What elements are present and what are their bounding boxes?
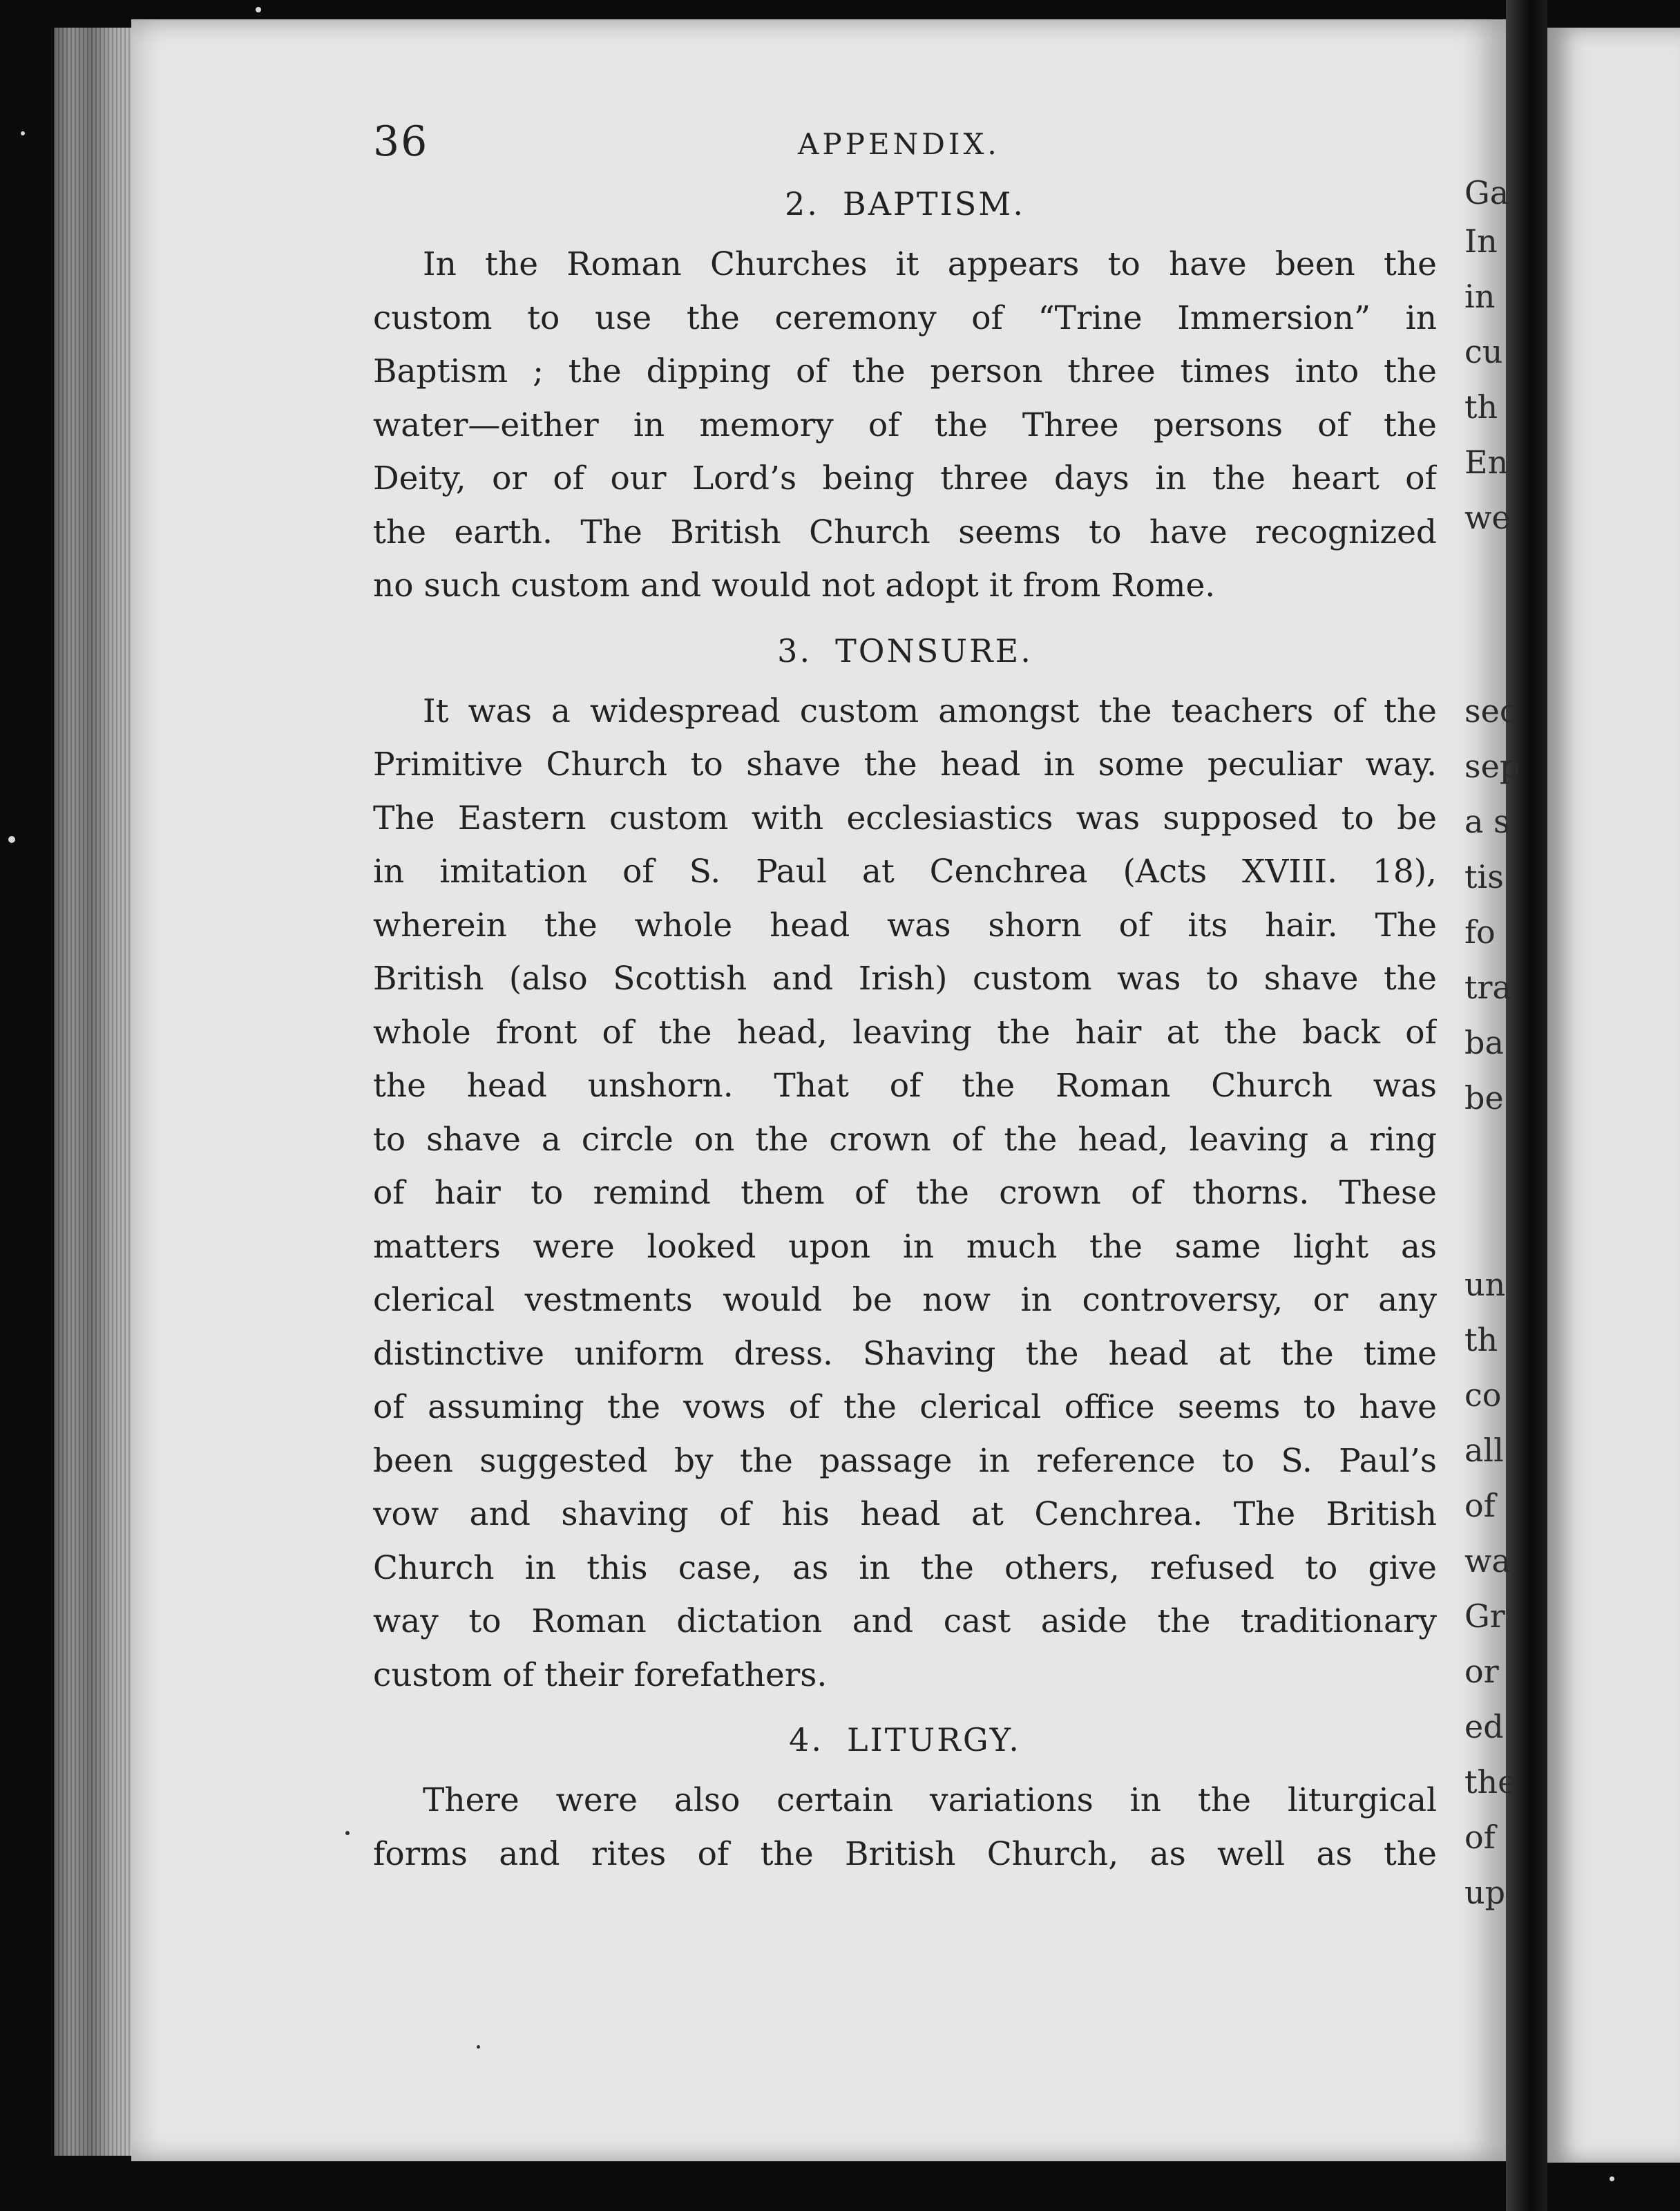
text-line: clerical vestments would be now in controversy, or any bbox=[373, 1281, 1437, 1319]
film-speck bbox=[345, 1831, 350, 1835]
section-heading bbox=[373, 1716, 1437, 1764]
paragraph bbox=[373, 238, 1437, 613]
film-speck bbox=[1610, 2176, 1614, 2181]
text-line: water—either in memory of the Three persons of the bbox=[373, 406, 1437, 444]
text-line: British (also Scottish and Irish) custom was to shave the bbox=[373, 960, 1437, 998]
facing-page-fragment: sep bbox=[1464, 748, 1520, 785]
facing-page-fragment: the bbox=[1464, 1763, 1517, 1801]
section-tonsure bbox=[373, 627, 1437, 1702]
section-baptism bbox=[373, 180, 1437, 613]
facing-page-fragment: be bbox=[1464, 1079, 1504, 1117]
text-line: The Eastern custom with ecclesiastics was supposed to be bbox=[373, 799, 1437, 837]
facing-page-fragment: fo bbox=[1464, 913, 1496, 951]
facing-page-fragment: tis bbox=[1464, 858, 1504, 895]
section-title: TONSURE. bbox=[835, 632, 1033, 670]
facing-page-fragment: all bbox=[1464, 1432, 1504, 1469]
book-page-edge bbox=[54, 28, 137, 2156]
paragraph bbox=[373, 1774, 1437, 1881]
facing-page-fragment: tra bbox=[1464, 969, 1511, 1006]
section-heading bbox=[373, 627, 1437, 675]
text-line: to shave a circle on the crown of the head, leaving a ring bbox=[373, 1120, 1437, 1159]
text-line: way to Roman dictation and cast aside the traditionary bbox=[373, 1602, 1437, 1640]
text-line: whole front of the head, leaving the hair at the back of bbox=[373, 1013, 1437, 1052]
book-gutter bbox=[1506, 0, 1547, 2211]
facing-page-fragment: in bbox=[1464, 278, 1496, 315]
facing-page-fragment: or bbox=[1464, 1653, 1499, 1690]
film-speck bbox=[8, 836, 15, 843]
facing-page-fragment: un bbox=[1464, 1266, 1506, 1303]
text-line: the head unshorn. That of the Roman Church was bbox=[373, 1067, 1437, 1105]
section-liturgy bbox=[373, 1716, 1437, 1881]
text-line: of hair to remind them of the crown of thorns. These bbox=[373, 1174, 1437, 1212]
section-title: LITURGY. bbox=[847, 1721, 1021, 1758]
text-line: in imitation of S. Paul at Cenchrea (Acts XVIII. 18), bbox=[373, 853, 1437, 891]
section-number: 3. bbox=[777, 632, 812, 670]
facing-page-fragment: cu bbox=[1464, 333, 1503, 370]
text-line: There were also certain variations in the liturgical bbox=[423, 1781, 1437, 1819]
facing-page-fragment: up bbox=[1464, 1874, 1506, 1911]
facing-page-fragment: th bbox=[1464, 1321, 1498, 1358]
facing-page-fragment: ba bbox=[1464, 1024, 1504, 1061]
facing-page-fragment: sec bbox=[1464, 692, 1518, 730]
text-line: It was a widespread custom amongst the teachers of the bbox=[423, 692, 1437, 730]
text-line: Deity, or of our Lord’s being three days in the heart of bbox=[373, 459, 1437, 497]
section-number: 2. bbox=[785, 185, 819, 222]
text-line: of assuming the vows of the clerical office seems to have bbox=[373, 1388, 1437, 1426]
facing-page-fragment: Ga bbox=[1464, 174, 1509, 211]
text-line: no such custom and would not adopt it from Rome. bbox=[373, 567, 1216, 605]
text-line: the earth. The British Church seems to have recognized bbox=[373, 513, 1437, 551]
facing-page-fragment: of bbox=[1464, 1819, 1496, 1856]
paragraph bbox=[373, 685, 1437, 1702]
text-line: custom of their forefathers. bbox=[373, 1655, 828, 1694]
text-line: Baptism ; the dipping of the person three times into the bbox=[373, 352, 1437, 390]
section-title: BAPTISM. bbox=[842, 185, 1025, 222]
text-line: vow and shaving of his head at Cenchrea. The British bbox=[373, 1495, 1437, 1533]
running-head: APPENDIX. bbox=[798, 127, 1000, 161]
facing-page-fragment: wa bbox=[1464, 1542, 1511, 1579]
facing-page-fragment: we bbox=[1464, 499, 1511, 536]
film-speck bbox=[256, 7, 261, 12]
facing-page-fragment: Gr bbox=[1464, 1597, 1505, 1635]
facing-page-fragment: a s bbox=[1464, 803, 1510, 840]
film-speck bbox=[477, 2045, 480, 2049]
page-header bbox=[373, 104, 1437, 166]
text-line: wherein the whole head was shorn of its hair. The bbox=[373, 906, 1437, 945]
text-line: been suggested by the passage in reference to S. Paul’s bbox=[373, 1441, 1437, 1480]
text-line: custom to use the ceremony of “Trine Immersion” in bbox=[373, 298, 1437, 337]
text-line: matters were looked upon in much the same light as bbox=[373, 1227, 1437, 1266]
text-line: forms and rites of the British Church, as well as the bbox=[373, 1834, 1437, 1873]
page-number: 36 bbox=[373, 117, 429, 166]
film-speck bbox=[21, 131, 25, 135]
facing-page-fragment: In bbox=[1464, 222, 1498, 260]
section-number: 4. bbox=[789, 1721, 824, 1758]
facing-page bbox=[1464, 28, 1680, 2163]
facing-page-fragment: En bbox=[1464, 444, 1509, 481]
page-text bbox=[373, 104, 1437, 1881]
text-line: Primitive Church to shave the head in some peculiar way. bbox=[373, 746, 1437, 784]
text-line: Church in this case, as in the others, refused to give bbox=[373, 1548, 1437, 1587]
facing-page-fragment: th bbox=[1464, 388, 1498, 426]
text-line: In the Roman Churches it appears to have been the bbox=[423, 245, 1437, 283]
facing-page-fragment: co bbox=[1464, 1376, 1502, 1414]
text-line: distinctive uniform dress. Shaving the head at the time bbox=[373, 1334, 1437, 1373]
facing-page-fragment: ed bbox=[1464, 1708, 1504, 1745]
facing-page-fragment: of bbox=[1464, 1487, 1496, 1524]
section-heading bbox=[373, 180, 1437, 228]
